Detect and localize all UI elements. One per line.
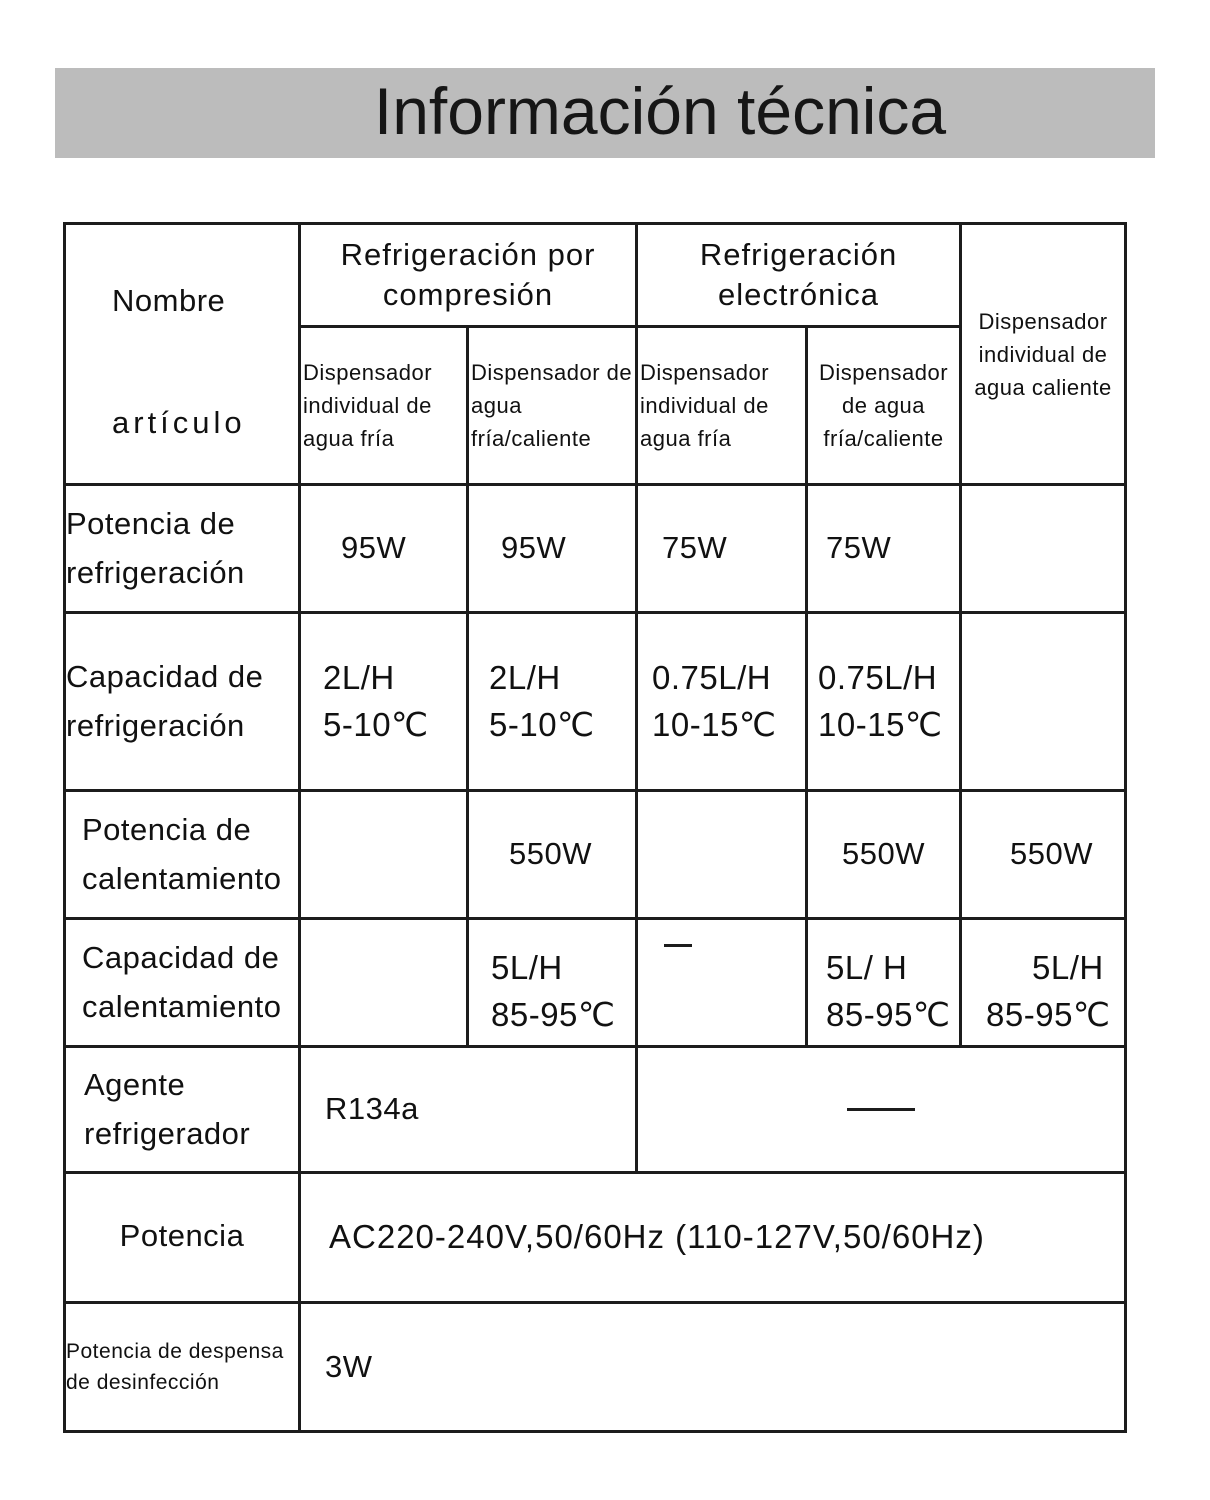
dash-mark <box>847 1108 915 1111</box>
cooling-rate: 2L/H <box>489 659 561 697</box>
header-cold-hot-dispenser-electronic: Dispensador de agua fría/caliente <box>807 327 961 485</box>
value-heating-capacity <box>961 919 1126 1047</box>
header-compression-refrigeration: Refrigeración por compresión <box>300 224 637 327</box>
value-heating-capacity-none <box>637 919 807 1047</box>
heating-temp: 85-95℃ <box>986 995 1111 1033</box>
value-heating-power <box>300 791 468 919</box>
label-heating-capacity: Capacidad de calentamiento <box>65 919 300 1047</box>
header-articulo: artículo <box>112 405 246 441</box>
header-nombre: Nombre <box>112 283 226 318</box>
page-title: Información técnica <box>373 74 947 148</box>
header-cold-hot-dispenser-compression: Dispensador de agua fría/caliente <box>468 327 637 485</box>
spec-table <box>63 222 1127 1433</box>
value-refrigerant-compression: R134a <box>300 1047 637 1173</box>
table-row-heating-capacity <box>65 919 1126 1047</box>
heating-rate: 5L/ H <box>826 949 908 987</box>
header-name-cell <box>65 224 300 485</box>
cooling-rate: 2L/H <box>323 659 395 697</box>
value-cooling-power: 95W <box>300 485 468 613</box>
table-row-cooling-power <box>65 485 1126 613</box>
value-refrigerant-electronic <box>637 1047 1126 1173</box>
value-heating-capacity <box>807 919 961 1047</box>
value-cooling-power: 95W <box>468 485 637 613</box>
table-row-cooling-capacity <box>65 613 1126 791</box>
heating-rate: 5L/H <box>1032 949 1104 987</box>
label-heating-power: Potencia de calentamiento <box>65 791 300 919</box>
heating-rate: 5L/H <box>491 949 563 987</box>
cooling-rate: 0.75L/H <box>652 659 772 697</box>
value-disinfection: 3W <box>300 1303 1126 1432</box>
cooling-temp: 10-15℃ <box>652 705 777 743</box>
value-heating-power: 550W <box>961 791 1126 919</box>
value-heating-capacity-empty <box>300 919 468 1047</box>
label-cooling-capacity: Capacidad de refrigeración <box>65 613 300 791</box>
value-cooling-power <box>961 485 1126 613</box>
dash-mark <box>664 944 692 947</box>
title-bar <box>55 68 1155 158</box>
value-heating-power: 550W <box>807 791 961 919</box>
value-heating-power: 550W <box>468 791 637 919</box>
table-row-disinfection <box>65 1303 1126 1432</box>
value-power: AC220-240V,50/60Hz (110-127V,50/60Hz) <box>300 1173 1126 1303</box>
value-heating-capacity <box>468 919 637 1047</box>
table-row-heating-power <box>65 791 1126 919</box>
heating-temp: 85-95℃ <box>491 995 616 1033</box>
table-row-power <box>65 1173 1126 1303</box>
value-heating-power <box>637 791 807 919</box>
cooling-temp: 5-10℃ <box>489 705 595 743</box>
label-power: Potencia <box>65 1173 300 1303</box>
cooling-temp: 10-15℃ <box>818 705 943 743</box>
header-cold-dispenser-electronic: Dispensador individual de agua fría <box>637 327 807 485</box>
cooling-temp: 5-10℃ <box>323 705 429 743</box>
value-cooling-capacity-empty <box>961 613 1126 791</box>
value-cooling-capacity <box>807 613 961 791</box>
header-cold-dispenser-compression: Dispensador individual de agua fría <box>300 327 468 485</box>
header-electronic-refrigeration: Refrigeración electrónica <box>637 224 961 327</box>
heating-temp: 85-95℃ <box>826 995 951 1033</box>
table-row-refrigerant <box>65 1047 1126 1173</box>
label-refrigerant: Agente refrigerador <box>65 1047 300 1173</box>
value-cooling-capacity <box>468 613 637 791</box>
label-cooling-power: Potencia de refrigeración <box>65 485 300 613</box>
value-cooling-power: 75W <box>807 485 961 613</box>
value-cooling-power: 75W <box>637 485 807 613</box>
value-cooling-capacity <box>300 613 468 791</box>
cooling-rate: 0.75L/H <box>818 659 938 697</box>
header-hot-water-dispenser: Dispensador individual de agua caliente <box>961 224 1126 485</box>
label-disinfection: Potencia de despensa de desinfección <box>65 1303 300 1432</box>
value-cooling-capacity <box>637 613 807 791</box>
